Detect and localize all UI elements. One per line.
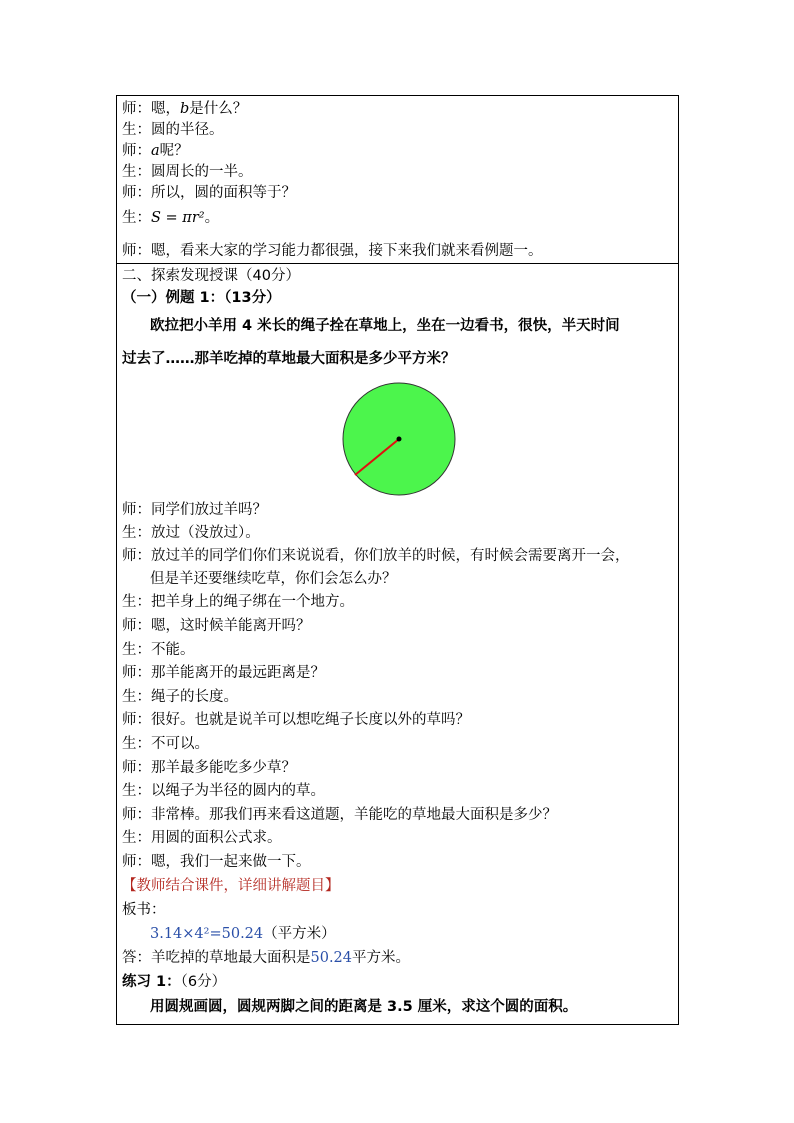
dialog-line: 师：嗯，b是什么？ [122,101,248,117]
dialog-line: 生：用圆的面积公式求。 [122,830,282,846]
answer-value: 50.24 [310,950,353,966]
dialog-line: 生：把羊身上的绳子绑在一个地方。 [122,594,354,610]
section-heading: 二、探索发现授课（40分） [122,268,300,284]
dialog-line: 生：绳子的长度。 [122,689,238,705]
dialog-cell [117,96,678,264]
area-formula: S = πr² [151,210,205,226]
dialog-line: 生：圆的半径。 [122,122,224,138]
teacher-note: 【教师结合课件，详细讲解题目】 [122,878,340,894]
dialog-line: 师：嗯，看来大家的学习能力都很强，接下来我们就来看例题一。 [122,243,543,259]
dialog-line: 生：不能。 [122,642,195,658]
problem-text: 欧拉把小羊用 4 米长的绳子拴在草地上，坐在一边看书，很快，半天时间 [150,318,620,334]
dialog-line: 师：a呢？ [122,143,189,159]
dialog-line: 生：圆周长的一半。 [122,164,253,180]
dialog-line-cont: 但是羊还要继续吃草，你们会怎么办？ [150,571,397,587]
lesson-table [116,95,679,1025]
dialog-line: 生：S = πr²。 [122,210,220,226]
center-point [397,437,402,442]
dialog-line: 师：嗯，我们一起来做一下。 [122,854,311,870]
board-unit: （平方米） [263,926,336,942]
circle-figure [339,379,459,499]
dialog-line: 生：不可以。 [122,736,209,752]
exercise-title: 练习 1：（6分） [122,974,227,990]
board-formula: 3.14×4²=50.24 [150,926,264,942]
dialog-line: 师：嗯，这时候羊能离开吗？ [122,618,311,634]
dialog-line: 师：很好。也就是说羊可以想吃绳子长度以外的草吗？ [122,712,470,728]
board-work [150,924,336,944]
lesson-cell [117,264,678,1024]
dialog-line: 师：那羊最多能吃多少草？ [122,760,296,776]
dialog-line: 师：非常棒。那我们再来看这道题，羊能吃的草地最大面积是多少？ [122,807,557,823]
example-title: （一）例题 1：（13分） [122,290,281,306]
dialog-line: 生：放过（没放过）。 [122,525,260,541]
dialog-line: 师：放过羊的同学们你们来说说看，你们放羊的时候，有时候会需要离开一会， [122,548,630,564]
board-label: 板书： [122,902,166,918]
problem-text: 过去了……那羊吃掉的草地最大面积是多少平方米？ [122,351,456,367]
dialog-line: 师：同学们放过羊吗？ [122,502,267,518]
dialog-line: 师：那羊能离开的最远距离是？ [122,665,325,681]
exercise-text: 用圆规画圆，圆规两脚之间的距离是 3.5 厘米，求这个圆的面积。 [150,999,578,1015]
dialog-line: 师：所以，圆的面积等于？ [122,185,296,201]
dialog-line: 生：以绳子为半径的圆内的草。 [122,783,325,799]
answer-line: 答：羊吃掉的草地最大面积是50.24平方米。 [122,950,411,966]
